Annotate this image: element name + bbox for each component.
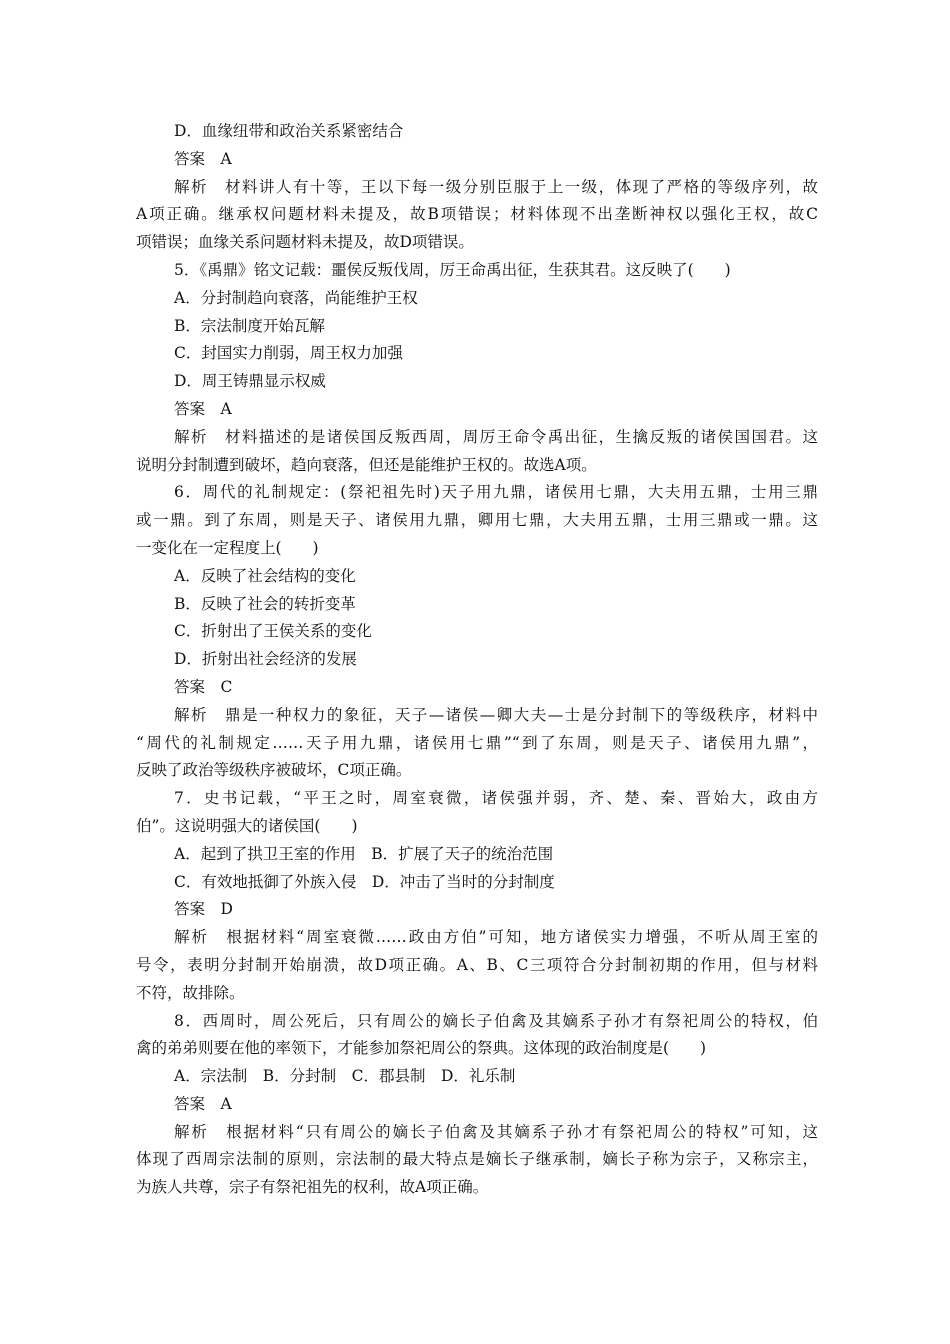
option-d-q6: D．折射出社会经济的发展 — [174, 650, 357, 669]
question-5: 5．《禹鼎》铭文记载：噩侯反叛伐周，厉王命禹出征，生获其君。这反映了( ) — [174, 260, 731, 279]
options-ab-q7: A．起到了拱卫王室的作用 B．扩展了天子的统治范围 — [174, 844, 554, 863]
question-8-line-1: 8．西周时，周公死后，只有周公的嫡长子伯禽及其嫡系子孙才有祭祀周公的特权，伯 — [174, 1011, 818, 1030]
option-c-q6: C．折射出了王侯关系的变化 — [174, 622, 372, 641]
explanation-q8-line-1: 解析 根据材料“只有周公的嫡长子伯禽及其嫡系子孙才有祭祀周公的特权”可知，这 — [174, 1122, 818, 1141]
explanation-q7-line-2: 号令，表明分封制开始崩溃，故D项正确。A、B、C三项符合分封制初期的作用，但与材料 — [136, 955, 818, 974]
options-q8: A．宗法制 B．分封制 C．郡县制 D．礼乐制 — [174, 1067, 516, 1086]
explanation-q4-line-3: 项错误；血缘关系问题材料未提及，故D项错误。 — [136, 233, 474, 252]
question-7-line-1: 7．史书记载，“平王之时，周室衰微，诸侯强并弱，齐、楚、秦、晋始大，政由方 — [174, 789, 818, 808]
question-6-line-1: 6．周代的礼制规定：(祭祀祖先时)天子用九鼎，诸侯用七鼎，大夫用五鼎，士用三鼎 — [174, 483, 818, 502]
option-b-q6: B．反映了社会的转折变革 — [174, 594, 356, 613]
explanation-q4-line-1: 解析 材料讲人有十等，王以下每一级分别臣服于上一级，体现了严格的等级序列，故 — [174, 177, 818, 196]
option-d-q4: D．血缘纽带和政治关系紧密结合 — [174, 122, 404, 140]
question-6-line-3: 一变化在一定程度上( ) — [136, 538, 319, 557]
question-6-line-2: 或一鼎。到了东周，则是天子、诸侯用九鼎，卿用七鼎，大夫用五鼎，士用三鼎或一鼎。这 — [136, 511, 818, 530]
question-7-line-2: 伯”。这说明强大的诸侯国( ) — [136, 816, 358, 835]
answer-q7: 答案 D — [174, 900, 233, 919]
explanation-q5-line-2: 说明分封制遭到破坏，趋向衰落，但还是能维护王权的。故选A项。 — [136, 455, 597, 474]
explanation-q4-line-2: A项正确。继承权问题材料未提及，故B项错误；材料体现不出垄断神权以强化王权，故C — [136, 205, 818, 224]
option-a-q6: A．反映了社会结构的变化 — [174, 566, 356, 585]
answer-q8: 答案 A — [174, 1094, 232, 1113]
option-a-q5: A．分封制趋向衰落，尚能维护王权 — [174, 288, 418, 307]
option-d-q5: D．周王铸鼎显示权威 — [174, 372, 326, 391]
explanation-q7-line-1: 解析 根据材料“周室衰微……政由方伯”可知，地方诸侯实力增强，不听从周王室的 — [174, 928, 818, 947]
explanation-q8-line-2: 体现了西周宗法制的原则，宗法制的最大特点是嫡长子继承制，嫡长子称为宗子，又称宗主， — [136, 1150, 818, 1169]
explanation-q7-line-3: 不符，故排除。 — [136, 983, 245, 1002]
explanation-q6-line-3: 反映了政治等级秩序被破坏，C项正确。 — [136, 761, 412, 780]
option-b-q5: B．宗法制度开始瓦解 — [174, 316, 325, 335]
explanation-q6-line-1: 解析 鼎是一种权力的象征，天子—诸侯—卿大夫—士是分封制下的等级秩序，材料中 — [174, 705, 818, 724]
answer-q4: 答案 A — [174, 149, 232, 168]
question-8-line-2: 禽的弟弟则要在他的率领下，才能参加祭祀周公的祭典。这体现的政治制度是( ) — [136, 1039, 707, 1058]
answer-q6: 答案 C — [174, 677, 233, 696]
options-cd-q7: C．有效地抵御了外族入侵 D．冲击了当时的分封制度 — [174, 872, 555, 891]
explanation-q6-line-2: “周代的礼制规定……天子用九鼎，诸侯用七鼎”“到了东周，则是天子、诸侯用九鼎”， — [136, 733, 818, 752]
answer-q5: 答案 A — [174, 399, 232, 418]
explanation-q5-line-1: 解析 材料描述的是诸侯国反叛西周，周厉王命令禹出征，生擒反叛的诸侯国国君。这 — [174, 427, 818, 446]
document-body — [136, 118, 818, 1202]
option-c-q5: C．封国实力削弱，周王权力加强 — [174, 344, 403, 363]
explanation-q8-line-3: 为族人共尊，宗子有祭祀祖先的权利，故A项正确。 — [136, 1178, 489, 1197]
